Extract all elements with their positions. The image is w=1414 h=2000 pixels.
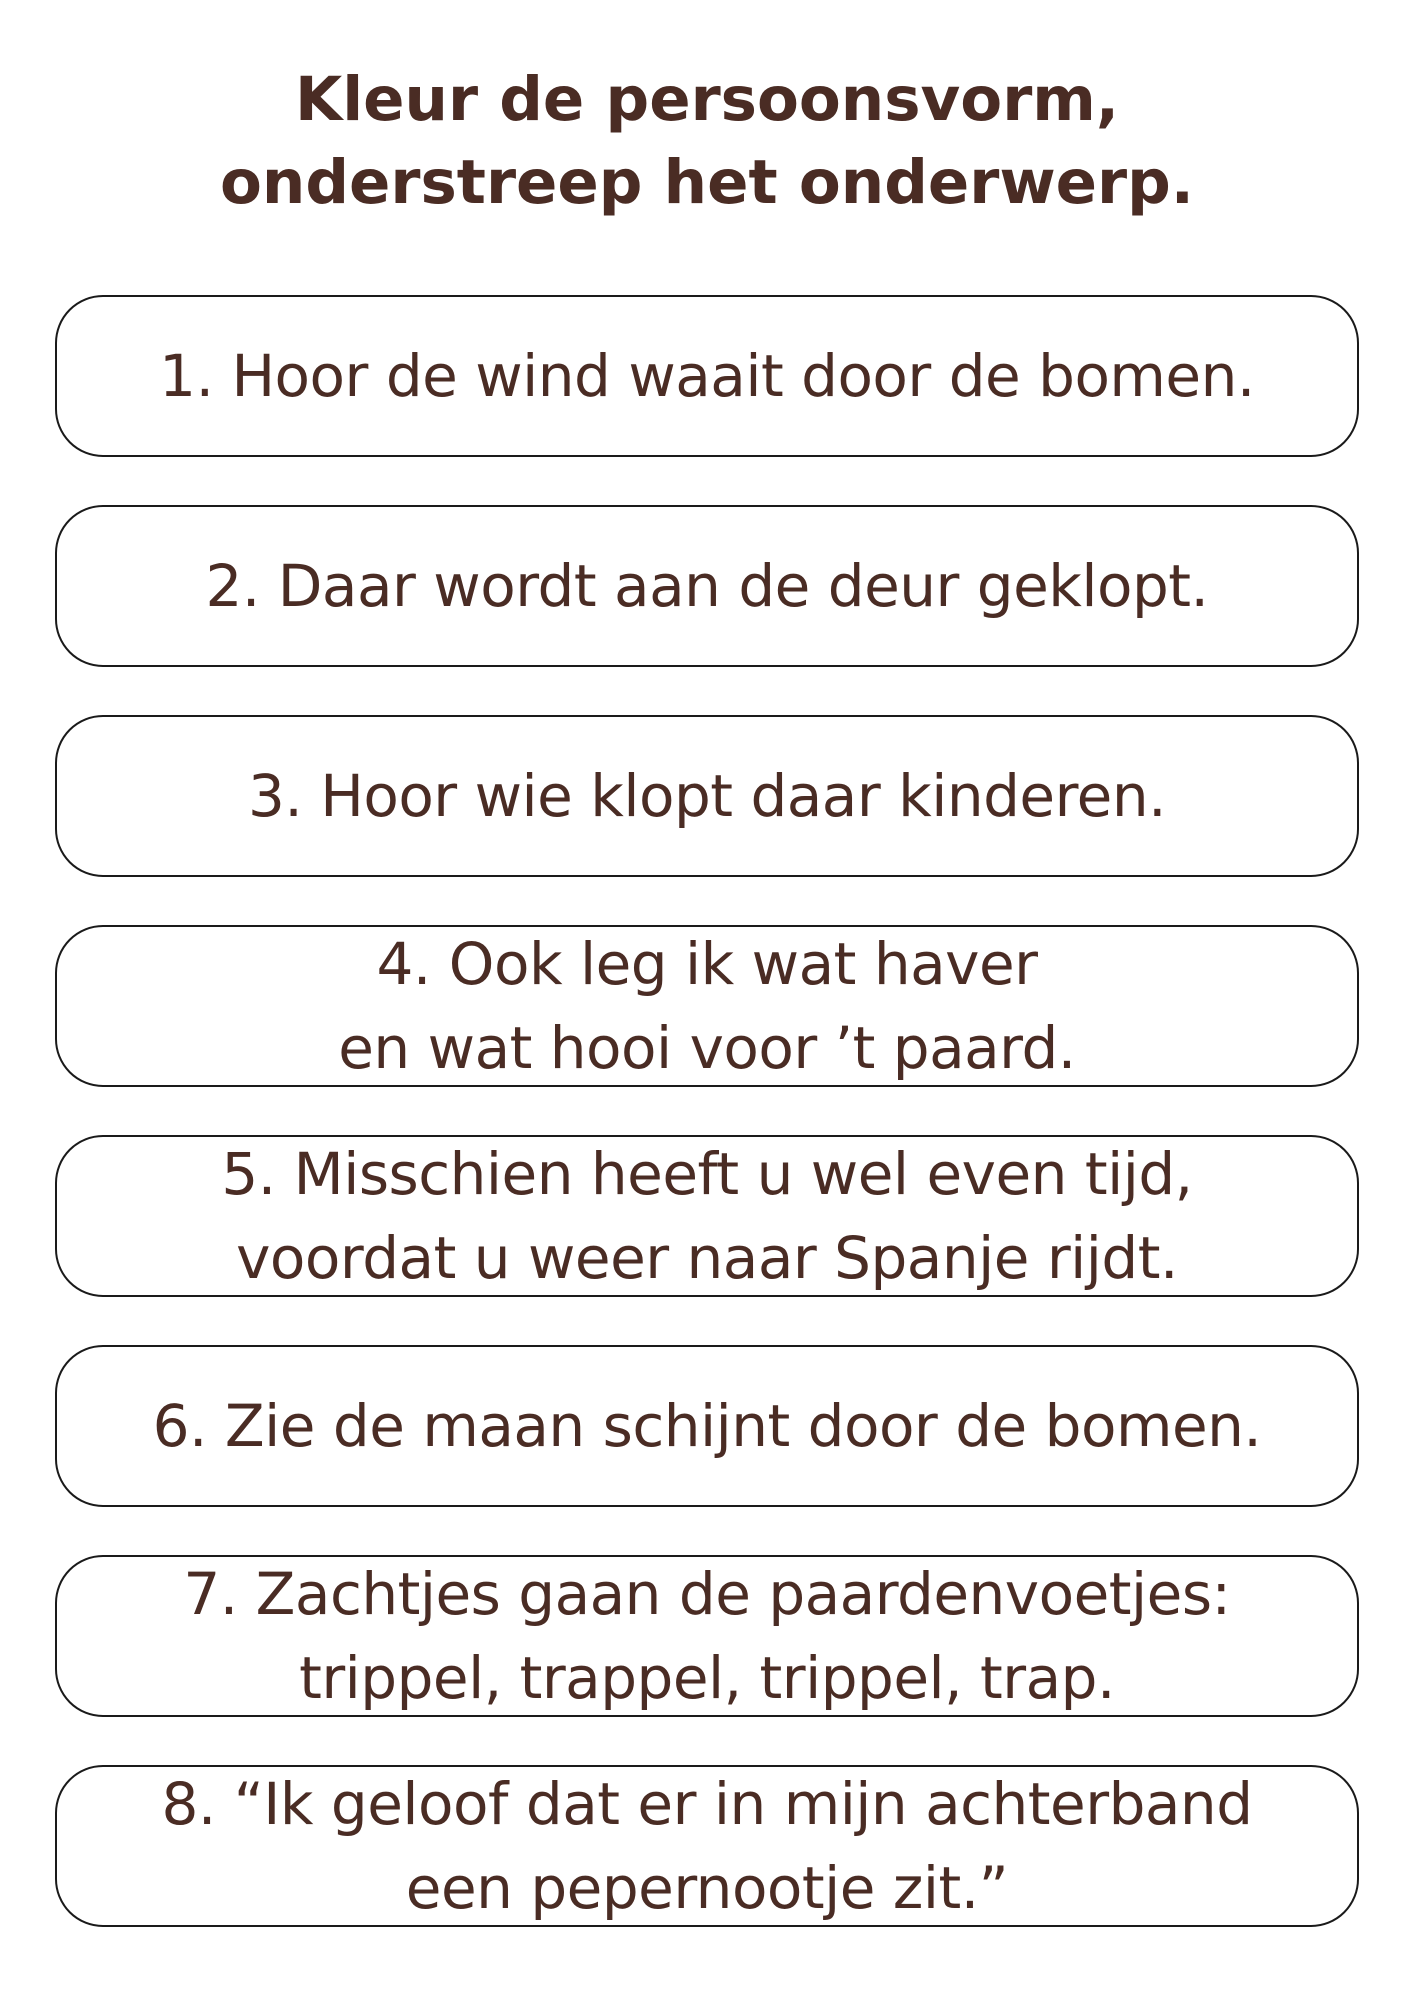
sentence-8-line-1: 8. “Ik geloof dat er in mijn achterband [161, 1770, 1253, 1838]
title-line-1: Kleur de persoonsvorm, [294, 64, 1120, 135]
sentence-box-7 [55, 1555, 1359, 1717]
sentence-box-6 [55, 1345, 1359, 1507]
sentence-box-4 [55, 925, 1359, 1087]
sentence-box-1 [55, 295, 1359, 457]
sentence-box-8 [55, 1765, 1359, 1927]
title-line-2: onderstreep het onderwerp. [220, 147, 1194, 218]
sentence-1-line-1: 1. Hoor de wind waait door de bomen. [159, 342, 1255, 410]
sentence-box-3 [55, 715, 1359, 877]
sentence-box-5 [55, 1135, 1359, 1297]
sentence-4-line-1: 4. Ook leg ik wat haver [376, 930, 1038, 998]
sentence-2-line-1: 2. Daar wordt aan de deur geklopt. [205, 552, 1209, 620]
sentence-5-line-1: 5. Misschien heeft u wel even tijd, [221, 1140, 1193, 1208]
sentence-box-2 [55, 505, 1359, 667]
sentence-6-line-1: 6. Zie de maan schijnt door de bomen. [152, 1392, 1262, 1460]
sentence-5-line-2: voordat u weer naar Spanje rijdt. [236, 1224, 1178, 1292]
sentence-4-line-2: en wat hooi voor ’t paard. [338, 1014, 1076, 1082]
sentence-7-line-1: 7. Zachtjes gaan de paardenvoetjes: [183, 1560, 1231, 1628]
sentence-7-line-2: trippel, trappel, trippel, trap. [299, 1644, 1115, 1712]
sentence-8-line-2: een pepernootje zit.” [405, 1854, 1009, 1922]
sentence-3-line-1: 3. Hoor wie klopt daar kinderen. [247, 762, 1167, 830]
